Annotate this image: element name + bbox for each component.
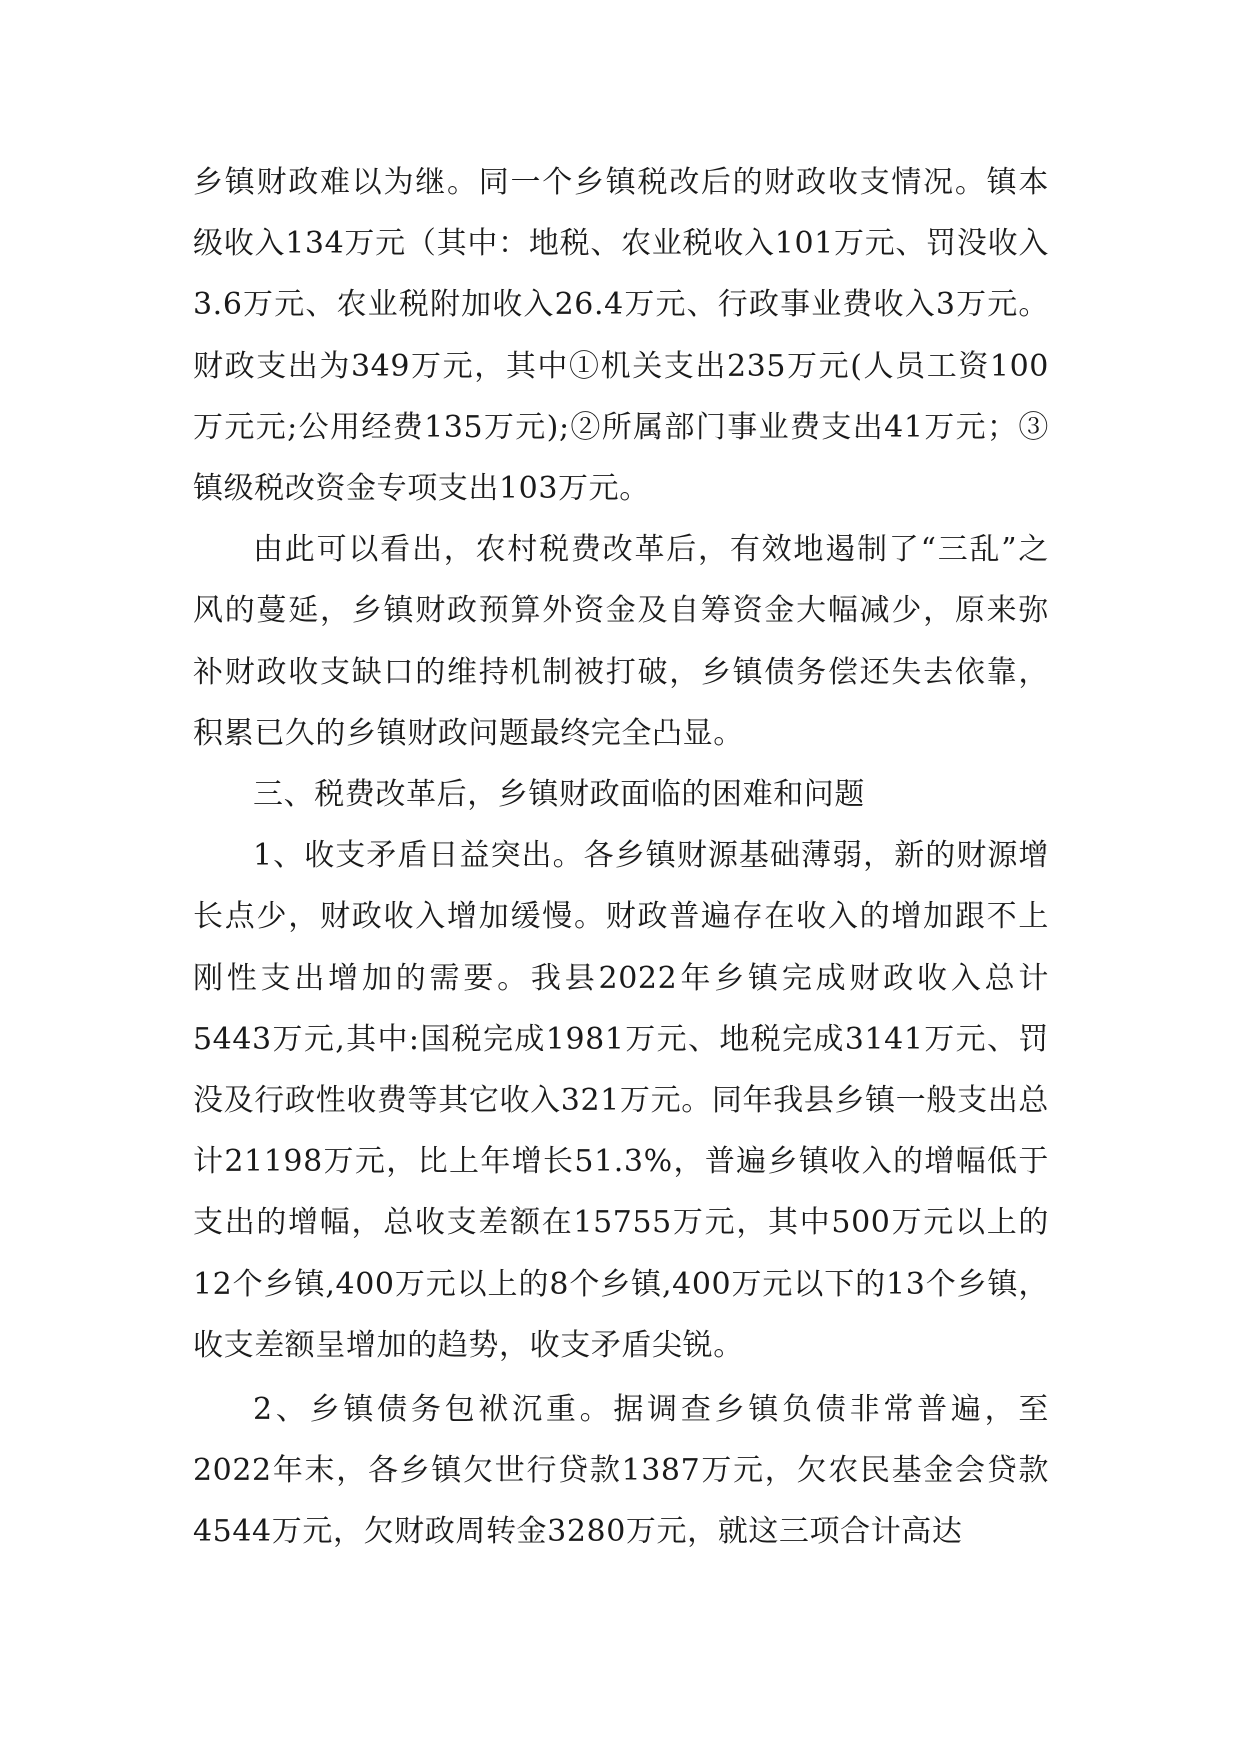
paragraph-fiscal-details: 乡镇财政难以为继。同一个乡镇税改后的财政收支情况。镇本级收入134万元（其中：地税、农业税收入101万元、罚没收入3.6万元、农业税附加收入26.4万元、行政事业费收入3万元。财政支出为349万元，其中①机关支出235万元(人员工资100万元元;公用经费135万元);②所属部门事业费支出41万元；③镇级税改资金专项支出103万元。 [193, 165, 1049, 507]
paragraph-revenue-gap: 1、收支矛盾日益突出。各乡镇财源基础薄弱，新的财源增长点少，财政收入增加缓慢。财政普遍存在收入的增加跟不上刚性支出增加的需要。我县2022年乡镇完成财政收入总计5443万元,其中:国税完成1981万元、地税完成3141万元、罚没及行政性收费等其它收入321万元。同年我县乡镇一般支出总计21198万元，比上年增长51.3%，普遍乡镇收入的增幅低于支出的增幅，总收支差额在15755万元，其中500万元以上的12个乡镇,400万元以上的8个乡镇,400万元以下的13个乡镇，收支差额呈增加的趋势，收支矛盾尖锐。 [193, 838, 1049, 1363]
section-heading: 三、税费改革后，乡镇财政面临的困难和问题 [253, 777, 865, 813]
paragraph-analysis: 由此可以看出，农村税费改革后，有效地遏制了“三乱”之风的蔓延，乡镇财政预算外资金及自筹资金大幅减少，原来弥补财政收支缺口的维持机制被打破，乡镇债务偿还失去依靠，积累已久的乡镇财政问题最终完全凸显。 [193, 532, 1049, 751]
document-body [193, 152, 1049, 1563]
paragraph-debt-burden: 2、乡镇债务包袱沉重。据调查乡镇负债非常普遍，至2022年末，各乡镇欠世行贷款1387万元，欠农民基金会贷款4544万元，欠财政周转金3280万元，就这三项合计高达 [193, 1392, 1049, 1550]
